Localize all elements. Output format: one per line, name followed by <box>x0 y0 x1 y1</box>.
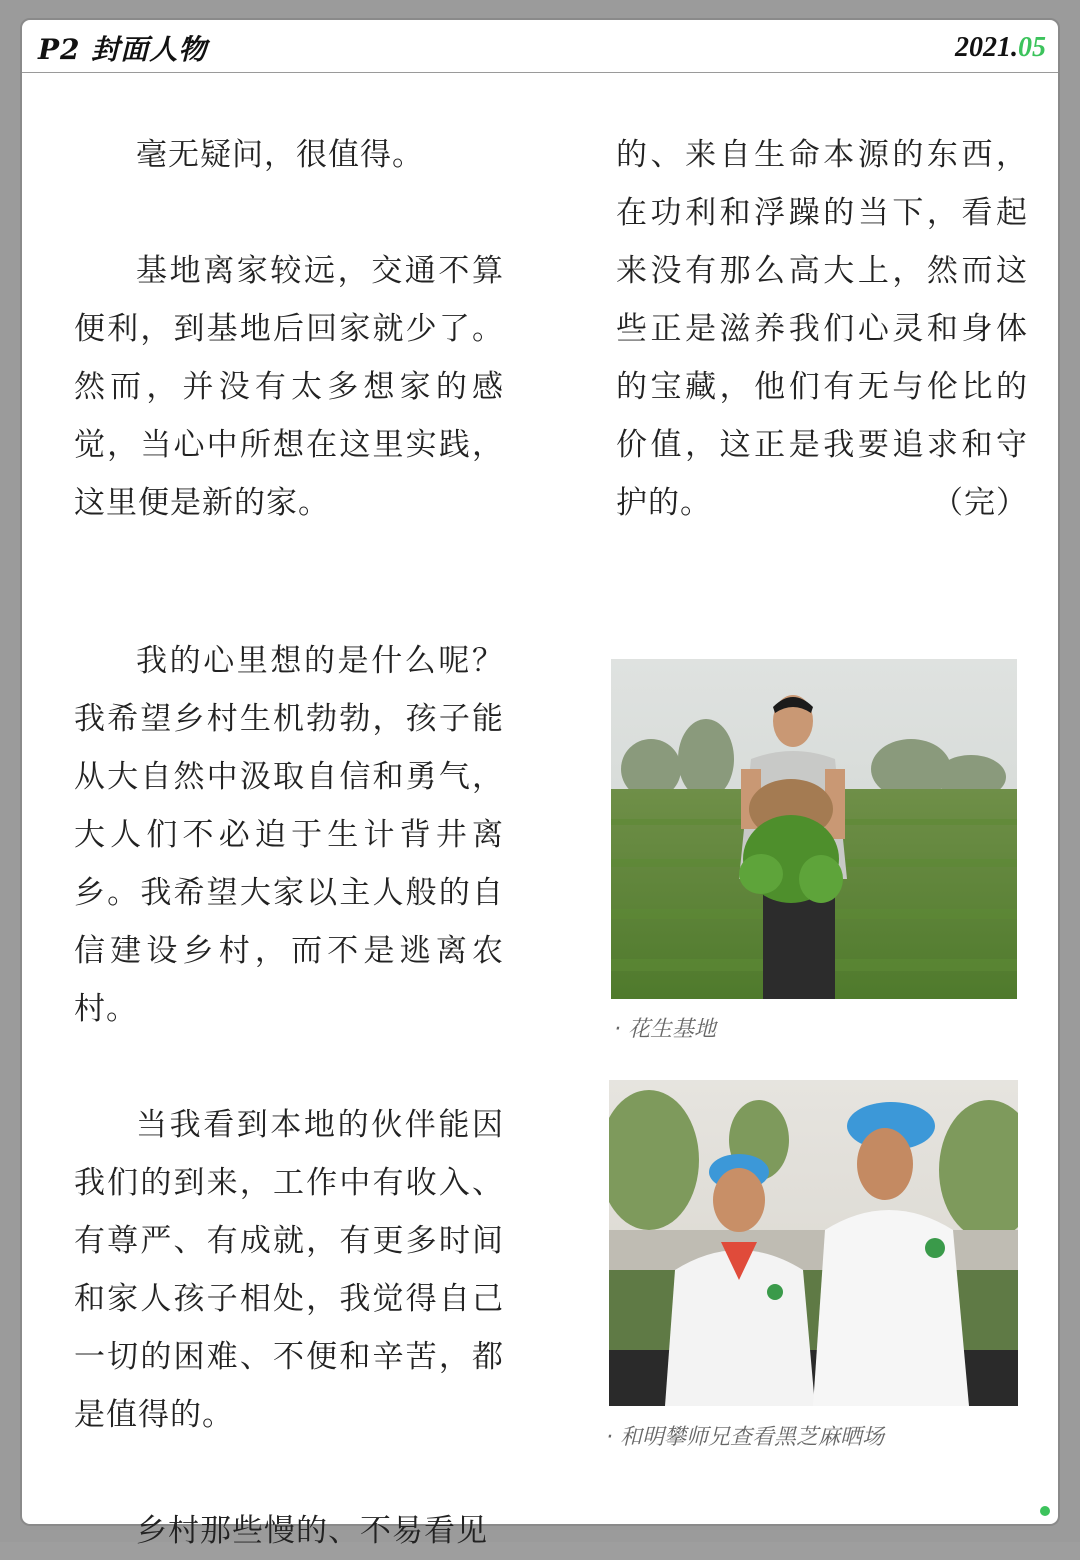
photo-caption: · 花生基地 <box>614 1017 716 1042</box>
photo-caption: · 和明攀师兄查看黑芝麻晒场 <box>606 1425 884 1450</box>
paragraph: 毫无疑问，很值得。 <box>136 137 424 173</box>
paragraph <box>616 126 1028 532</box>
corner-dot-icon <box>1040 1506 1050 1516</box>
paragraph: 当我看到本地的伙伴能因我们的到来，工作中有收入、有尊严、有成就，有更多时间和家人孩子相处，我觉得自己一切的困难、不便和辛苦，都是值得的。 <box>74 1107 504 1433</box>
page-header <box>22 20 1058 73</box>
right-column <box>616 126 1028 532</box>
peanut-field-photo <box>611 659 1017 999</box>
issue-year: 2021. <box>955 32 1018 63</box>
paragraph-text: 的、来自生命本源的东西，在功利和浮躁的当下，看起来没有那么高大上，然而这些正是滋养我们心灵和身体的宝藏，他们有无与伦比的价值，这正是我要追求和守护的。 <box>616 137 1028 521</box>
section-title: P2 封面人物 <box>38 33 208 66</box>
end-mark: （完） <box>932 485 1028 521</box>
issue-month: 05 <box>1018 32 1046 63</box>
left-column <box>74 126 504 1560</box>
paragraph: 基地离家较远，交通不算便利，到基地后回家就少了。然而，并没有太多想家的感觉，当心中所想在这里实践，这里便是新的家。 <box>74 253 504 521</box>
issue-date <box>955 32 1046 64</box>
paragraph: 我的心里想的是什么呢？我希望乡村生机勃勃，孩子能从大自然中汲取自信和勇气，大人们不必迫于生计背井离乡。我希望大家以主人般的自信建设乡村，而不是逃离农村。 <box>74 643 504 1027</box>
sesame-drying-yard-photo <box>609 1080 1018 1406</box>
paragraph: 乡村那些慢的、不易看见 <box>136 1513 488 1549</box>
